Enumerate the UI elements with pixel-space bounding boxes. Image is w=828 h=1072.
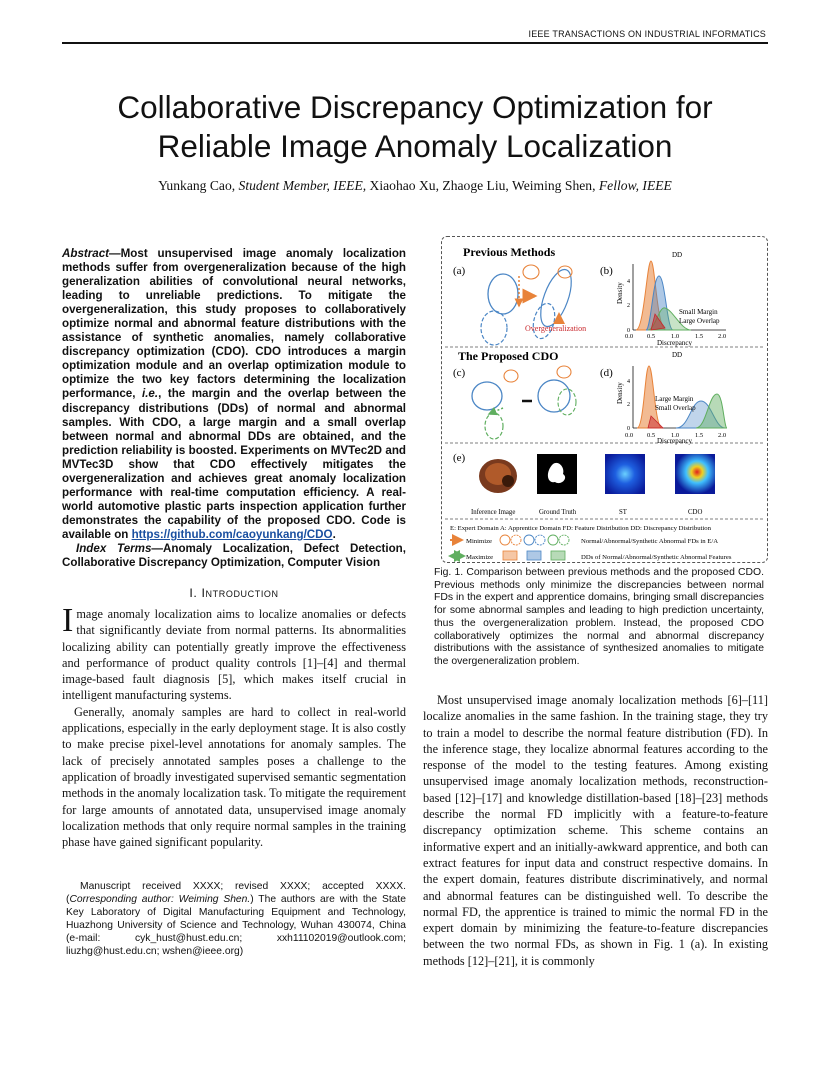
annotation-small-overlap: Small Overlap	[655, 404, 696, 412]
ytick-b-2: 4	[627, 279, 630, 285]
legend-minimize: Minimize	[466, 538, 493, 545]
x-axis-label-b: Discrepancy	[657, 339, 692, 347]
ytick-b-1: 2	[627, 303, 630, 309]
index-terms	[62, 542, 406, 570]
index-terms-text: —Anomaly Localization, Defect Detection, Collaborative Discrepancy Optimization, Computer Vision	[62, 541, 406, 570]
code-link[interactable]: https://github.com/caoyunkang/CDO	[131, 527, 333, 541]
author-name: Yunkang Cao,	[158, 178, 239, 193]
panel-label-d: (d)	[600, 367, 613, 379]
xtick-b-1: 0.5	[647, 333, 656, 340]
author-membership: Student Member, IEEE,	[238, 178, 367, 193]
panel-c-diagram	[472, 366, 576, 439]
legend-dds: DDs of Normal/Abnormal/Synthetic Abnormal Features	[581, 554, 732, 561]
abstract-ie: i.e.	[141, 387, 159, 401]
dd-label-b: DD	[672, 251, 683, 259]
panel-a-diagram	[481, 265, 578, 345]
ytick-d-1: 2	[627, 402, 630, 408]
ytick-d-0: 0	[627, 426, 630, 432]
annotation-large-margin: Large Margin	[655, 395, 694, 403]
abstract-label: Abstract	[62, 247, 110, 260]
ytick-d-2: 4	[627, 379, 630, 385]
legend-maximize: Maximize	[466, 554, 494, 561]
xtick-b-4: 2.0	[718, 333, 727, 340]
footnote-text	[66, 881, 406, 958]
header-rule	[62, 42, 768, 44]
drop-cap: I	[62, 602, 74, 639]
section-number: I.	[189, 586, 202, 600]
intro-paragraph-2: Generally, anomaly samples are hard to collect in real-world applications, especially in the early deployment stage. It is also costly to make precise pixel-level annotations for anomaly samples. The lack of precisely annotated samples poses a challenge to the application of broadly investigated supervised semantic segmentation methods in the anomaly localization task. To mitigate the requirement for large amounts of annotated data, unsupervised image anomaly localization methods that only require normal samples in the training phase have gained significant popularity.	[62, 704, 406, 850]
author-names: Xiaohao Xu, Zhaoge Liu, Weiming Shen,	[366, 178, 599, 193]
xtick-b-2: 1.0	[671, 333, 680, 340]
running-head: IEEE TRANSACTIONS ON INDUSTRIAL INFORMATICS	[528, 29, 766, 39]
image-label-ground-truth: Ground Truth	[539, 509, 577, 516]
figure-caption	[434, 567, 764, 669]
section-title: Introduction	[201, 586, 279, 600]
abstract-text-2: , the margin and the overlap between the discrepancy distributions (DDs) of normal and abnormal samples. With CDO, a large margin and a small overlap between normal and abnormal DDs are obtained, and the prediction reliability is boosted. Experiments on MVTec2D and MVTec3D show that CDO effectively mitigates the overgeneralization and achieves great anomaly localization performance with real-time computation efficiency. A real-world automotive plastic parts inspection application further demonstrates the capability of the proposed CDO. Code is available on	[62, 387, 406, 541]
y-axis-label-b: Density	[616, 282, 624, 304]
caption-text: Comparison between previous methods and the proposed CDO. Previous methods only minimize the discrepancies between normal FDs in the expert and apprentice domains, bringing small discrepancies for some abnormal samples and leading to high prediction uncertainty, thus the overgeneralization problem. Instead, the proposed CDO collaboratively optimizes the normal and abnormal discrepancy distributions with the assistance of synthesized anomalies to mitigate the overgeneralization problem.	[434, 567, 765, 667]
section-heading	[62, 586, 406, 600]
xtick-b-3: 1.5	[695, 333, 704, 340]
xtick-b-0: 0.0	[625, 333, 634, 340]
footnote-part-2: ) The authors are with the State Key Laboratory of Digital Manufacturing Equipment and Technology, Huazhong University of Science and Technology, Wuhan 430074, China (e-mail: cyk_hust@hust.edu.cn; xxh11102019@outlook.com; liuzhg@hust.edu.cn; wshen@ieee.org)	[66, 893, 406, 957]
author-list	[62, 178, 768, 194]
cdo-heatmap	[675, 454, 715, 494]
dd-legend-swatches	[503, 551, 565, 560]
ytick-b-0: 0	[627, 328, 630, 334]
abstract-text-3: .	[332, 527, 336, 541]
image-label-cdo: CDO	[688, 509, 703, 516]
title-line-1: Collaborative Discrepancy Optimization for	[117, 89, 713, 125]
right-column-text: Most unsupervised image anomaly localization methods [6]–[11] localize anomalies in the same fashion. In the training stage, they try to train a model to describe the normal feature distribution (FD). In the inference stage, they localize abnormal features according to the response of the model to the testing features. Among existing unsupervised image anomaly localization methods, reconstruction-based [12]–[17] and knowledge distillation-based [18]–[23] methods describe the normal FD implicitly with a feature-to-feature discrepancy optimization scheme. This scheme contains an informative expert and an initially-awkward apprentice, and both can extract features for input data and construct respective domains. In the expert domain, features distribute discriminatively, and normal and abnormal features can be distinguished well. To describe the normal FD, the apprentice is trained to mimic the normal FD in the expert domain by minimizing the feature-to-feature discrepancies between the two normal FDs, as shown in Fig. 1 (a). In existing methods [12]–[21], it is commonly	[423, 693, 768, 968]
footnote	[66, 881, 406, 958]
dd-label-d: DD	[672, 351, 683, 359]
footnote-part-1: Manuscript received XXXX; revised XXXX; accepted XXXX. (	[66, 881, 406, 905]
title-line-2: Reliable Image Anomaly Localization	[157, 128, 673, 164]
paper-title	[62, 88, 768, 166]
image-label-inference: Inference Image	[471, 509, 516, 516]
panel-label-e: (e)	[453, 452, 466, 464]
y-axis-label-d: Density	[616, 382, 624, 404]
annotation-small-margin: Small Margin	[679, 308, 718, 316]
annotation-large-overlap: Large Overlap	[679, 317, 720, 325]
figure-1	[441, 236, 768, 563]
previous-methods-title: Previous Methods	[463, 245, 556, 259]
xtick-d-3: 1.5	[695, 432, 704, 439]
index-terms-label: Index Terms	[76, 541, 152, 555]
caption-label: Fig. 1.	[434, 567, 464, 578]
legend-abbreviations: E: Expert Domain A: Apprentice Domain FD: Feature Distribution DD: Discrepancy Distribution	[450, 525, 711, 532]
x-axis-label-d: Discrepancy	[657, 437, 692, 445]
legend-fds: Normal/Abnormal/Synthetic Abnormal FDs in E/A	[581, 538, 719, 545]
overgeneralization-label: Overgeneralization	[525, 324, 587, 333]
corresponding-author: Corresponding author: Weiming Shen.	[69, 893, 251, 905]
panel-label-a: (a)	[453, 265, 466, 277]
abstract-text: —Most unsupervised image anomaly localization methods suffer from overgeneralization because of the high generalization abilities of convolutional neural networks, leading to unreliable predictions. To mitigate the overgeneralization, this study proposes to collaboratively optimize normal and abnormal feature distributions with the assistance of synthetic anomalies, namely collaborative discrepancy optimization (CDO). CDO introduces a margin optimization module and an overlap optimization module to optimize the two key factors determining the localization performance,	[62, 247, 406, 401]
author-membership: Fellow, IEEE	[598, 178, 672, 193]
inference-image	[479, 454, 519, 494]
intro-text	[62, 602, 406, 850]
xtick-d-4: 2.0	[718, 432, 727, 439]
st-heatmap	[605, 454, 645, 494]
xtick-d-1: 0.5	[647, 432, 656, 439]
panel-label-c: (c)	[453, 367, 466, 379]
image-label-st: ST	[619, 509, 627, 516]
intro-paragraph-1	[62, 602, 406, 704]
proposed-cdo-title: The Proposed CDO	[458, 349, 559, 363]
xtick-d-0: 0.0	[625, 432, 634, 439]
panel-label-b: (b)	[600, 265, 613, 277]
xtick-d-2: 1.0	[671, 432, 680, 439]
ground-truth-image	[537, 454, 577, 494]
intro-p1-text: mage anomaly localization aims to localize anomalies or defects that significantly deviate from normal patterns. Its abnormalities localizing ability can potentially greatly improve the effectiveness and performance of product quality controls [1]–[4] and thermal image-based fault diagnosis [5], which makes itself crucial in intelligent manufacturing systems.	[62, 607, 406, 703]
abstract	[62, 247, 406, 570]
fd-legend-circles	[500, 535, 569, 545]
